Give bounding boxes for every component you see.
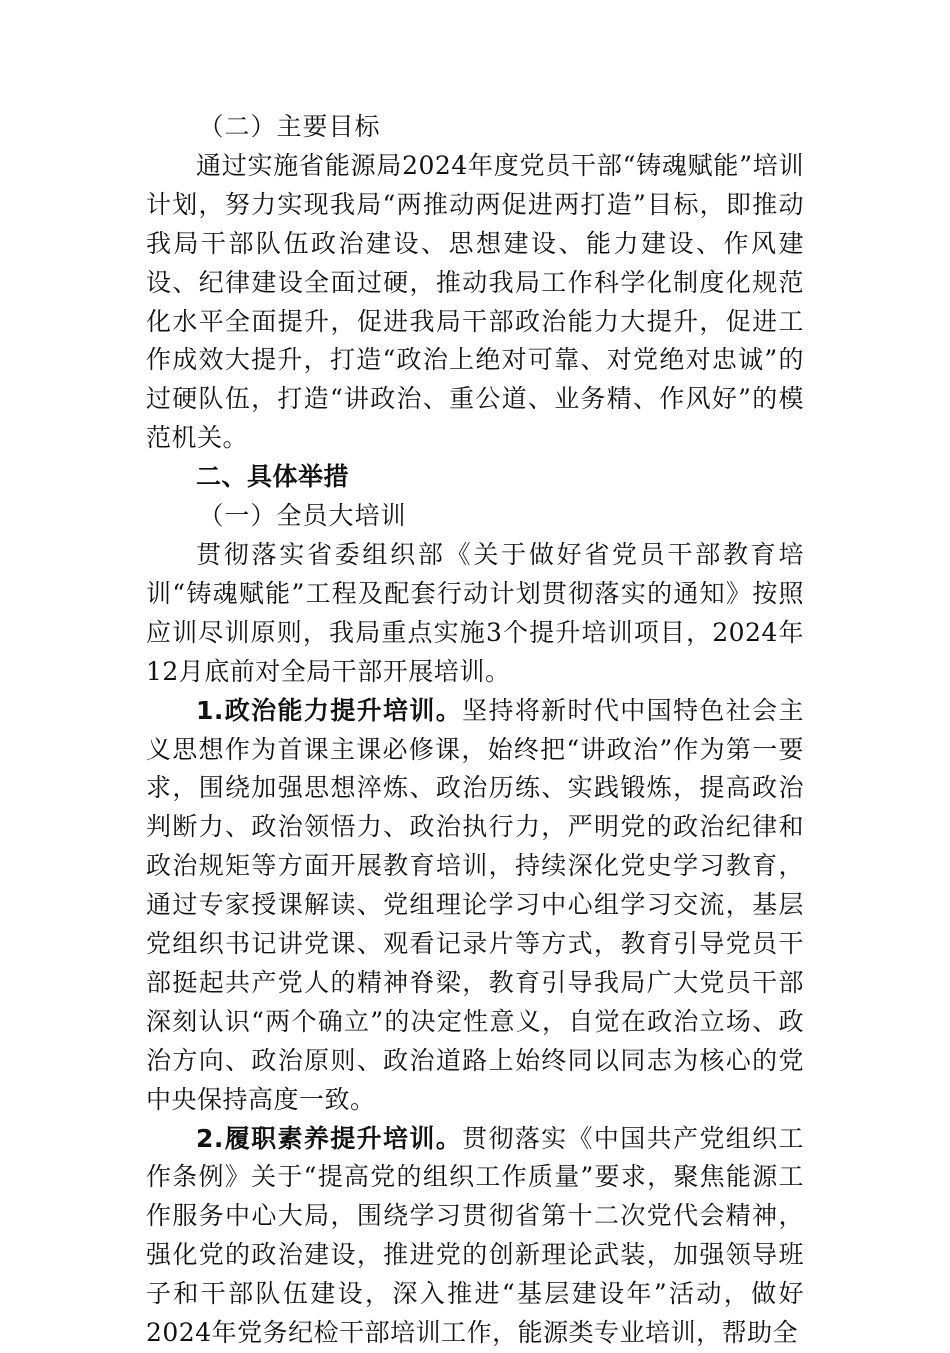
item-two-paragraph <box>146 1120 804 1353</box>
section-two-sub-heading: （二）主要目标 <box>198 112 381 141</box>
item-one-paragraph <box>146 692 804 1120</box>
main-heading: 二、具体举措 <box>196 462 350 492</box>
section-two-paragraph: 通过实施省能源局2024年度党员干部“铸魂赋能”培训计划，努力实现我局“两推动两促进两打造”目标，即推动我局干部队伍政治建设、思想建设、能力建设、作风建设、纪律建设全面过硬，推动我局工作科学化制度化规范化水平全面提升，促进我局干部政治能力大提升，促进工作成效大提升，打造“政治上绝对可靠、对党绝对忠诚”的过硬队伍，打造“讲政治、重公道、业务精、作风好”的模范机关。 <box>146 150 804 453</box>
document-page <box>146 108 804 1353</box>
item-two-lead: 2.履职素养提升培训。 <box>196 1123 463 1153</box>
item-one-body: 坚持将新时代中国特色社会主义思想作为首课主课必修课，始终把“讲政治”作为第一要求，围绕加强思想淬炼、政治历练、实践锻炼，提高政治判断力、政治领悟力、政治执行力，严明党的政治纪律和政治规矩等方面开展教育培训，持续深化党史学习教育，通过专家授课解读、党组理论学习中心组学习交流，基层党组织书记讲党课、观看记录片等方式，教育引导党员干部挺起共产党人的精神脊梁，教育引导我局广大党员干部深刻认识“两个确立”的决定性意义，自觉在政治立场、政治方向、政治原则、政治道路上始终同以同志为核心的党中央保持高度一致。 <box>146 695 804 1114</box>
item-one-lead: 1.政治能力提升培训。 <box>196 695 463 725</box>
item-two-body: 贯彻落实《中国共产党组织工作条例》关于“提高党的组织工作质量”要求，聚焦能源工作服务中心大局，围绕学习贯彻省第十二次党代会精神，强化党的政治建设，推进党的创新理论武装，加强领导班子和干部队伍建设，深入推进“基层建设年”活动，做好2024年党务纪检干部培训工作，能源类专业培训，帮助全 <box>146 1123 804 1348</box>
measure-one-paragraph: 贯彻落实省委组织部《关于做好省党员干部教育培训“铸魂赋能”工程及配套行动计划贯彻落实的通知》按照应训尽训原则，我局重点实施3个提升培训项目，2024年12月底前对全局干部开展培训。 <box>146 539 804 686</box>
measure-one-sub-heading: （一）全员大培训 <box>198 501 407 531</box>
